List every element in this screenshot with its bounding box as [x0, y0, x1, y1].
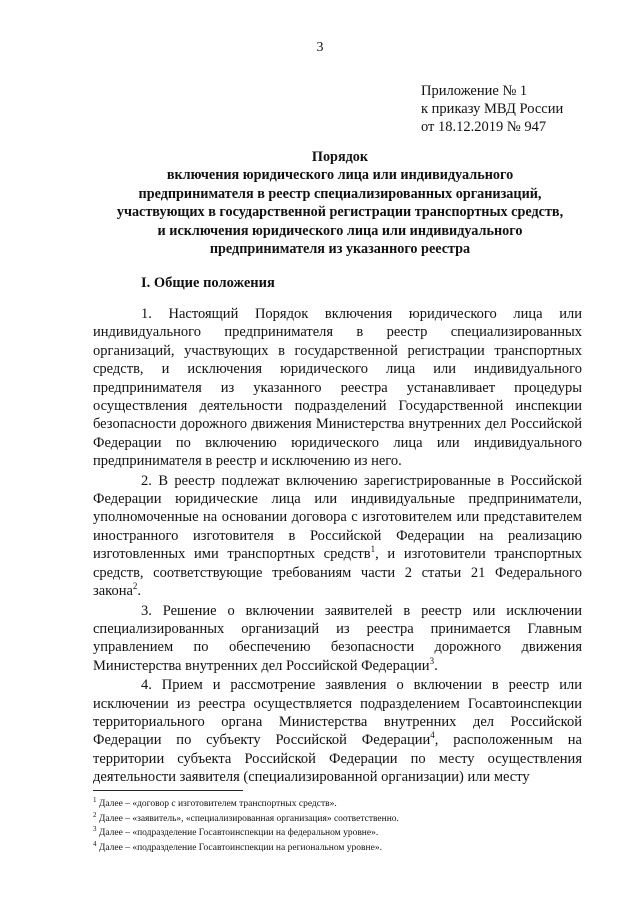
title-line: участвующих в государственной регистрации транспортных средств, [116, 204, 564, 221]
title-line: предпринимателя в реестр специализированных организаций, [138, 185, 542, 202]
footnote-mark: 3 [93, 825, 97, 834]
appendix-line: от 18.12.2019 № 947 [421, 119, 547, 135]
footnote [93, 841, 399, 856]
paragraph-1 [93, 305, 582, 471]
title-line: предпринимателя из указанного реестра [209, 241, 471, 258]
section-heading: I. Общие положения [141, 275, 275, 291]
footnote-ref: 1 [370, 544, 376, 555]
paragraph-3 [93, 602, 582, 676]
footnotes [93, 797, 399, 855]
footnote-divider [93, 790, 243, 791]
title-line: включения юридического лица или индивидуального [166, 167, 514, 184]
paragraph-text: 1. Настоящий Порядок включения юридического лица или индивидуального предпринимателя в реестр специализированных организаций, участвующих в государственной регистрации транспортных средств, и исключения юридического лица или индивидуального предпринимателя из указанного реестра устанавливает процедуры осуществления деятельности подразделений Государственной инспекции безопасности дорожного движения Министерства внутренних дел Российской Федерации по включению юридического лица или индивидуального предпринимателя в реестр и исключению из него. [93, 306, 582, 470]
footnote-mark: 2 [93, 810, 97, 819]
footnote-mark: 1 [93, 795, 97, 804]
footnote-ref: 2 [132, 581, 138, 592]
footnote [93, 797, 399, 812]
footnote-text: Далее – «договор с изготовителем транспортных средств». [96, 799, 337, 809]
footnote-ref: 4 [430, 730, 435, 741]
footnote [93, 812, 399, 827]
title-line: и исключения юридического лица или индивидуального [157, 222, 523, 239]
appendix-block [421, 82, 563, 136]
document-body [93, 305, 582, 787]
appendix-line: Приложение № 1 [421, 83, 528, 99]
paragraph-text: , расположенным на территории субъекта Российской Федерации по месту осуществления деятельности заявителя (специализированной организации) или месту [93, 732, 582, 786]
footnote-text: Далее – «подразделение Госавтоинспекции на региональном уровне». [96, 842, 382, 853]
document-title [60, 148, 620, 258]
title-line: Порядок [311, 149, 369, 165]
footnote [93, 826, 399, 841]
paragraph-text: , и изготовители транспортных средств, соответствующие требованиям части 2 статьи 21 Федерального закона [93, 546, 583, 600]
paragraph-text: 2. В реестр подлежат включению зарегистрированные в Российской Федерации юридические лица или индивидуальные предприниматели, уполномоченные на основании договора с изготовителем или представителем иностранного изготовителя в Российской Федерации на реализацию изготовленных ими транспортных средств [93, 472, 582, 563]
footnote-ref: 3 [429, 655, 435, 666]
paragraph-text: 3. Решение о включении заявителей в реестр или исключении специализированных организаций из реестра принимается Главным управлением по обеспечению безопасности дорожного движения Министерства внутренних дел Российской Федерации [93, 602, 582, 674]
footnote-text: Далее – «заявитель», «специализированная организация» соответственно. [96, 813, 399, 824]
footnote-text: Далее – «подразделение Госавтоинспекции на федеральном уровне». [96, 828, 379, 839]
paragraph-text: . [137, 583, 142, 600]
page-number: 3 [316, 40, 324, 55]
footnote-mark: 4 [93, 839, 97, 848]
paragraph-text: . [434, 657, 438, 674]
paragraph-2 [93, 472, 582, 601]
paragraph-4 [93, 676, 582, 786]
paragraph-text: 4. Прием и рассмотрение заявления о включении в реестр или исключении из реестра осуществляется подразделением Госавтоинспекции территориального органа Министерства внутренних дел Российской Федерации по субъекту Российской Федерации [93, 677, 582, 749]
appendix-line: к приказу МВД России [421, 101, 564, 117]
